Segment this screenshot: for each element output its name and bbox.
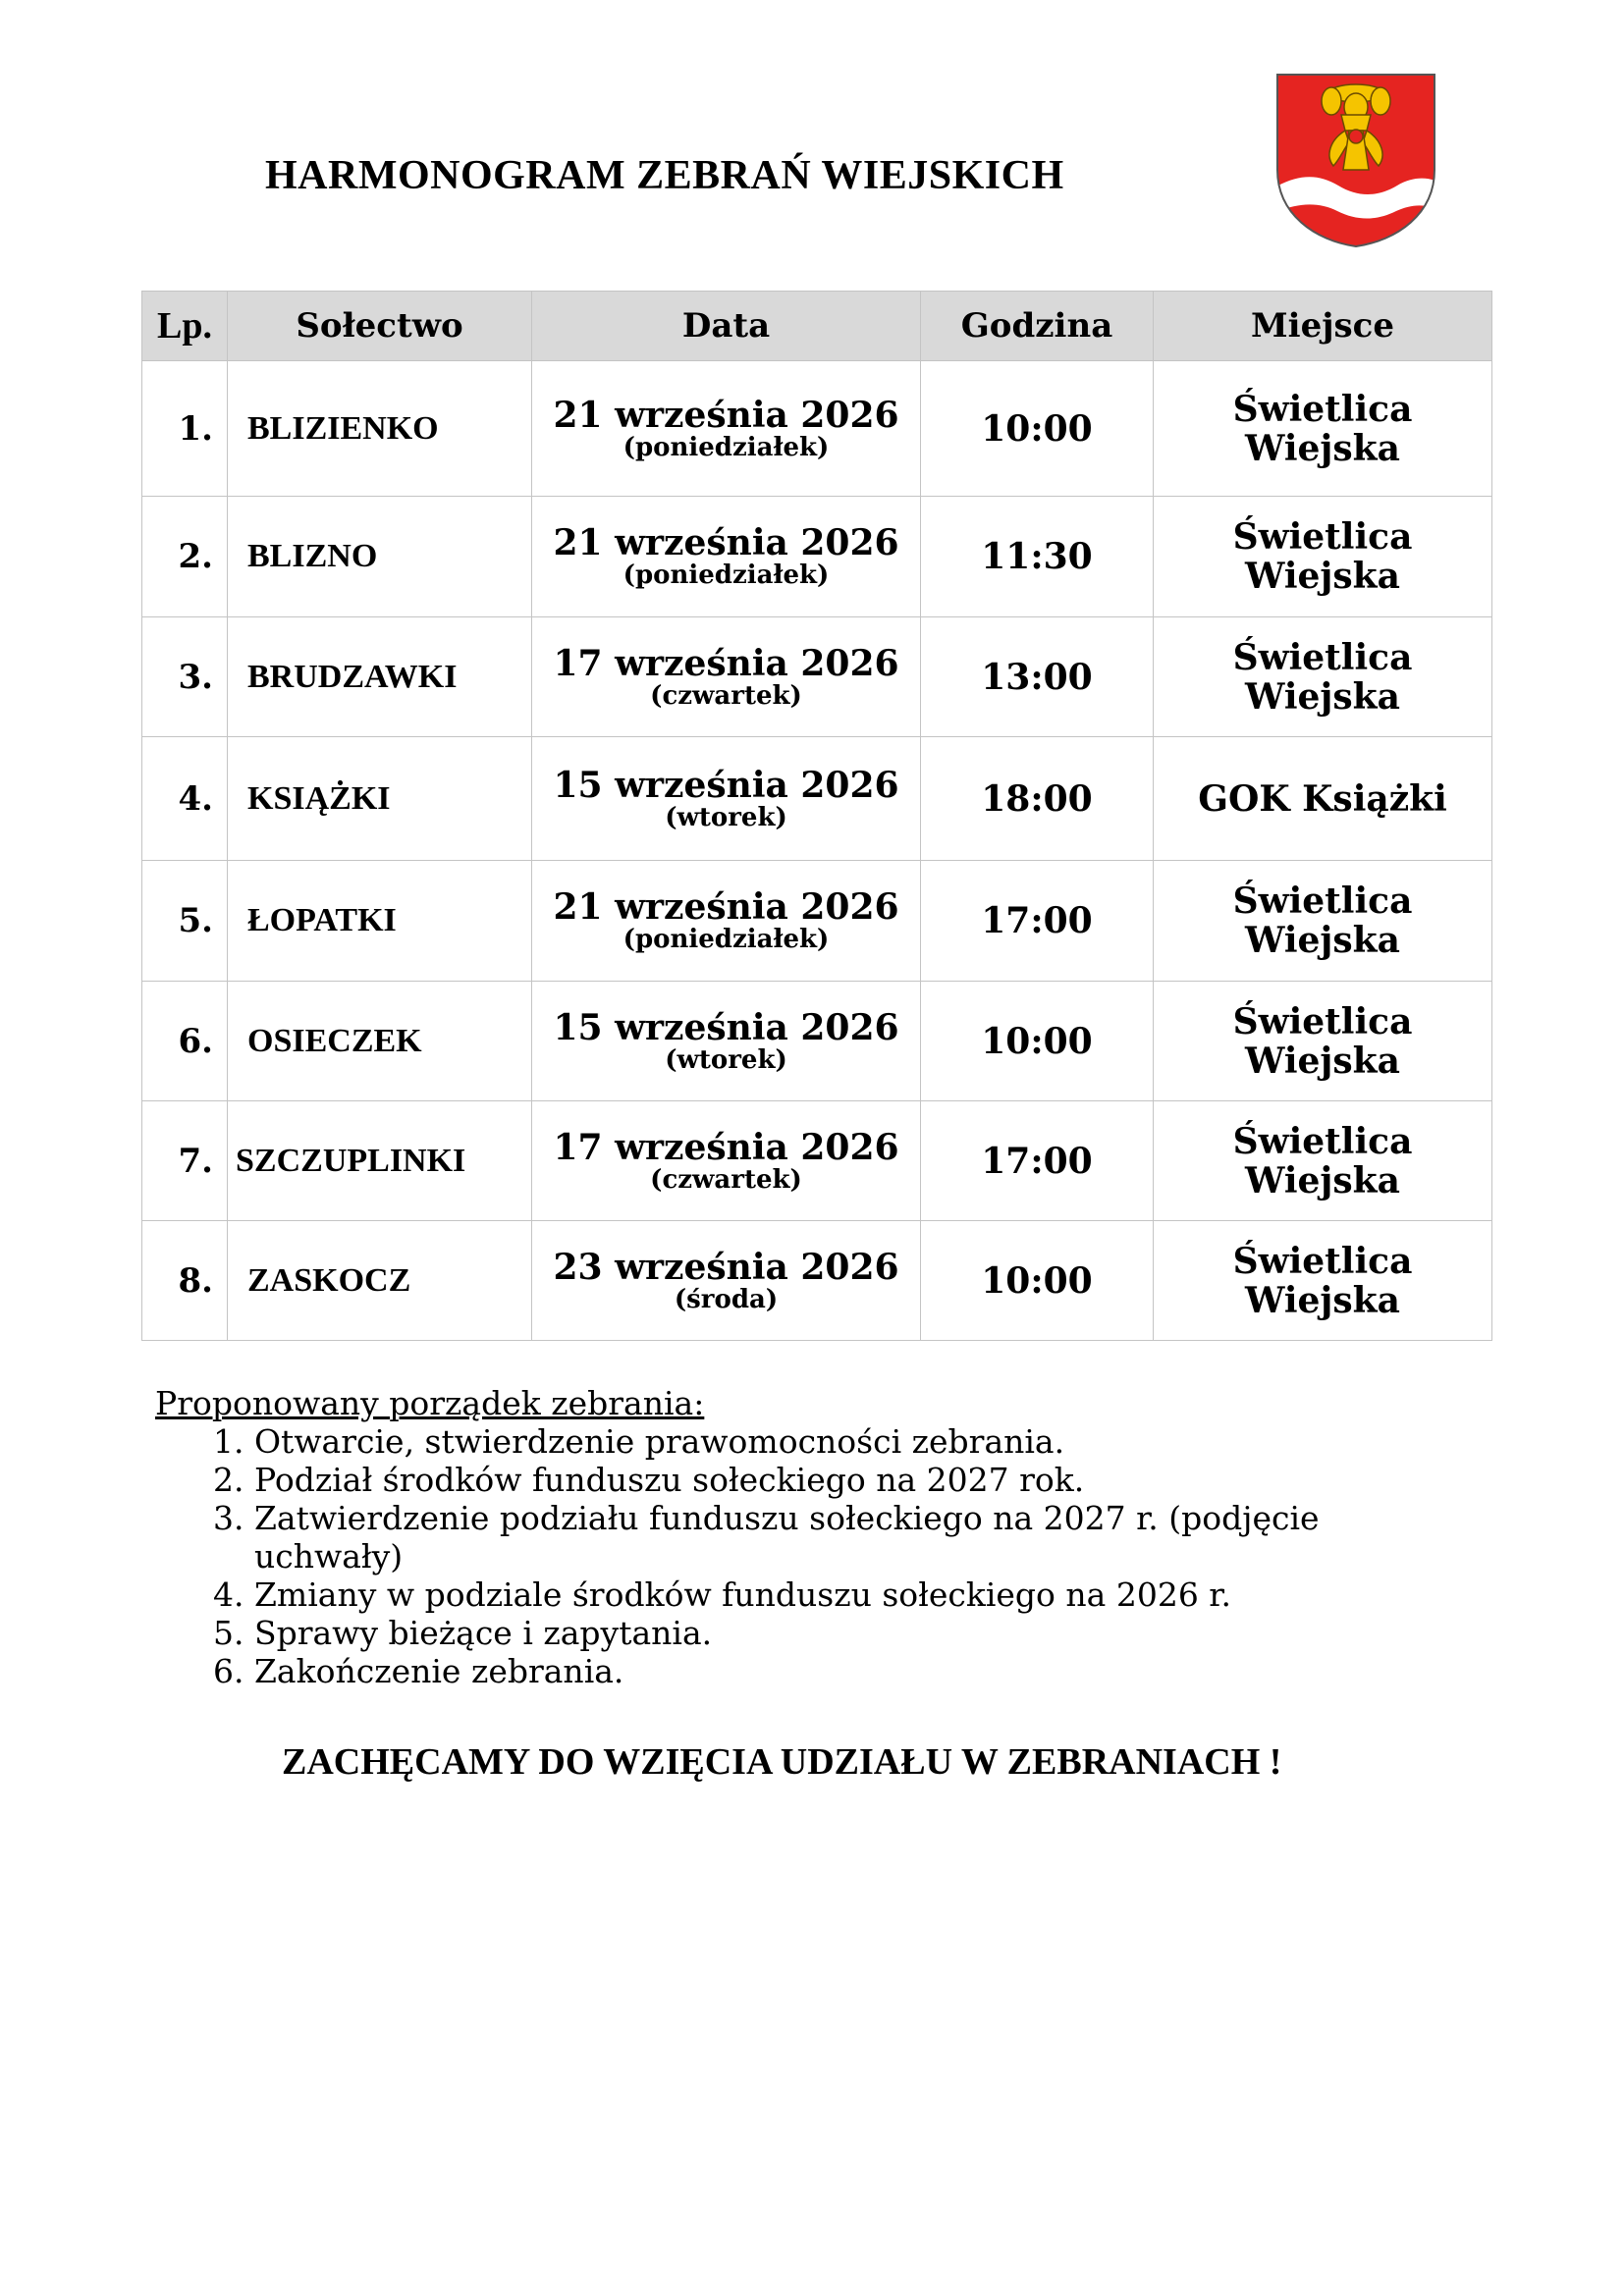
weekday-text: (poniedziałek) [623, 432, 830, 462]
place-line-1: GOK Książki [1198, 777, 1447, 820]
village-name: OSIECZEK [228, 982, 532, 1101]
place-line-1: Świetlica [1232, 1000, 1413, 1042]
meeting-date [532, 737, 921, 861]
weekday-text: (poniedziałek) [623, 561, 830, 590]
weekday-text: (wtorek) [665, 1044, 787, 1075]
village-name: ŁOPATKI [228, 861, 532, 982]
meeting-place [1154, 617, 1492, 737]
meeting-place [1154, 497, 1492, 617]
date-text: 21 września 2026 [553, 394, 899, 436]
row-number: 5. [142, 861, 228, 982]
village-name: ZASKOCZ [228, 1221, 532, 1341]
place-line-2: Wiejska [1245, 427, 1400, 469]
place-line-2: Wiejska [1245, 920, 1400, 961]
agenda-heading: Proponowany porządek zebrania: [155, 1384, 705, 1422]
meeting-time: 13:00 [921, 617, 1154, 737]
header-data: Data [532, 292, 921, 361]
municipal-coat-of-arms-icon [1274, 72, 1437, 248]
meeting-place [1154, 361, 1492, 497]
agenda-item: 5. Sprawy bieżące i zapytania. [254, 1614, 1462, 1652]
meeting-date [532, 982, 921, 1101]
table-row [142, 1101, 1492, 1221]
meeting-time: 18:00 [921, 737, 1154, 861]
agenda-item: 6. Zakończenie zebrania. [254, 1652, 1462, 1690]
header-lp: Lp. [142, 292, 228, 361]
place-line-2: Wiejska [1245, 1159, 1400, 1201]
village-name: SZCZUPLINKI [228, 1101, 532, 1221]
date-text: 15 września 2026 [553, 1006, 899, 1048]
village-name: KSIĄŻKI [228, 737, 532, 861]
date-text: 23 września 2026 [553, 1246, 899, 1288]
closing-invitation: ZACHĘCAMY DO WZIĘCIA UDZIAŁU W ZEBRANIACH ! [282, 1741, 1282, 1783]
date-text: 21 września 2026 [553, 522, 899, 563]
table-row [142, 617, 1492, 737]
place-line-1: Świetlica [1232, 881, 1413, 922]
meeting-place [1154, 982, 1492, 1101]
weekday-text: (środa) [674, 1284, 779, 1314]
place-line-1: Świetlica [1232, 516, 1413, 558]
meeting-place [1154, 861, 1492, 982]
meeting-time: 10:00 [921, 1221, 1154, 1341]
agenda-item: 4. Zmiany w podziale środków funduszu sołeckiego na 2026 r. [254, 1575, 1462, 1614]
meeting-time: 10:00 [921, 982, 1154, 1101]
agenda-item: 2. Podział środków funduszu sołeckiego na 2027 rok. [254, 1461, 1462, 1499]
date-text: 21 września 2026 [553, 886, 899, 928]
agenda-item: 3. Zatwierdzenie podziału funduszu sołeckiego na 2027 r. (podjęcie uchwały) [254, 1499, 1462, 1575]
weekday-text: (czwartek) [650, 1164, 802, 1195]
row-number: 2. [142, 497, 228, 617]
agenda-item: 1. Otwarcie, stwierdzenie prawomocności zebrania. [254, 1422, 1462, 1461]
place-line-1: Świetlica [1232, 636, 1413, 678]
place-line-1: Świetlica [1232, 1240, 1413, 1282]
weekday-text: (czwartek) [650, 680, 802, 711]
row-number: 4. [142, 737, 228, 861]
meeting-time: 10:00 [921, 361, 1154, 497]
meeting-place [1154, 1101, 1492, 1221]
date-text: 17 września 2026 [553, 1126, 899, 1168]
meeting-place [1154, 1221, 1492, 1341]
village-name: BRUDZAWKI [228, 617, 532, 737]
village-name: BLIZNO [228, 497, 532, 617]
meeting-place [1154, 737, 1492, 861]
table-row [142, 1221, 1492, 1341]
meeting-date [532, 361, 921, 497]
table-row [142, 497, 1492, 617]
row-number: 3. [142, 617, 228, 737]
meeting-date [532, 1101, 921, 1221]
village-name: BLIZIENKO [228, 361, 532, 497]
table-header-row [142, 292, 1492, 361]
date-text: 15 września 2026 [553, 764, 899, 806]
header-solectwo: Sołectwo [228, 292, 532, 361]
place-line-2: Wiejska [1245, 1279, 1400, 1321]
place-line-2: Wiejska [1245, 675, 1400, 718]
place-line-1: Świetlica [1232, 388, 1413, 430]
meeting-date [532, 861, 921, 982]
meeting-date [532, 497, 921, 617]
agenda-list [155, 1422, 1462, 1690]
weekday-text: (wtorek) [665, 802, 787, 832]
date-text: 17 września 2026 [553, 642, 899, 684]
place-line-2: Wiejska [1245, 1040, 1400, 1082]
row-number: 7. [142, 1101, 228, 1221]
header-godzina: Godzina [921, 292, 1154, 361]
page-title: HARMONOGRAM ZEBRAŃ WIEJSKICH [265, 153, 1064, 198]
meeting-time: 11:30 [921, 497, 1154, 617]
place-line-1: Świetlica [1232, 1120, 1413, 1162]
place-line-2: Wiejska [1245, 556, 1400, 597]
agenda-section [155, 1384, 1462, 1690]
table-row [142, 361, 1492, 497]
table-row [142, 737, 1492, 861]
header-miejsce: Miejsce [1154, 292, 1492, 361]
meeting-date [532, 1221, 921, 1341]
meeting-date [532, 617, 921, 737]
row-number: 6. [142, 982, 228, 1101]
table-row [142, 861, 1492, 982]
row-number: 8. [142, 1221, 228, 1341]
table-row [142, 982, 1492, 1101]
row-number: 1. [142, 361, 228, 497]
meeting-time: 17:00 [921, 861, 1154, 982]
weekday-text: (poniedziałek) [623, 925, 830, 954]
meeting-schedule-table [141, 291, 1492, 1341]
meeting-time: 17:00 [921, 1101, 1154, 1221]
